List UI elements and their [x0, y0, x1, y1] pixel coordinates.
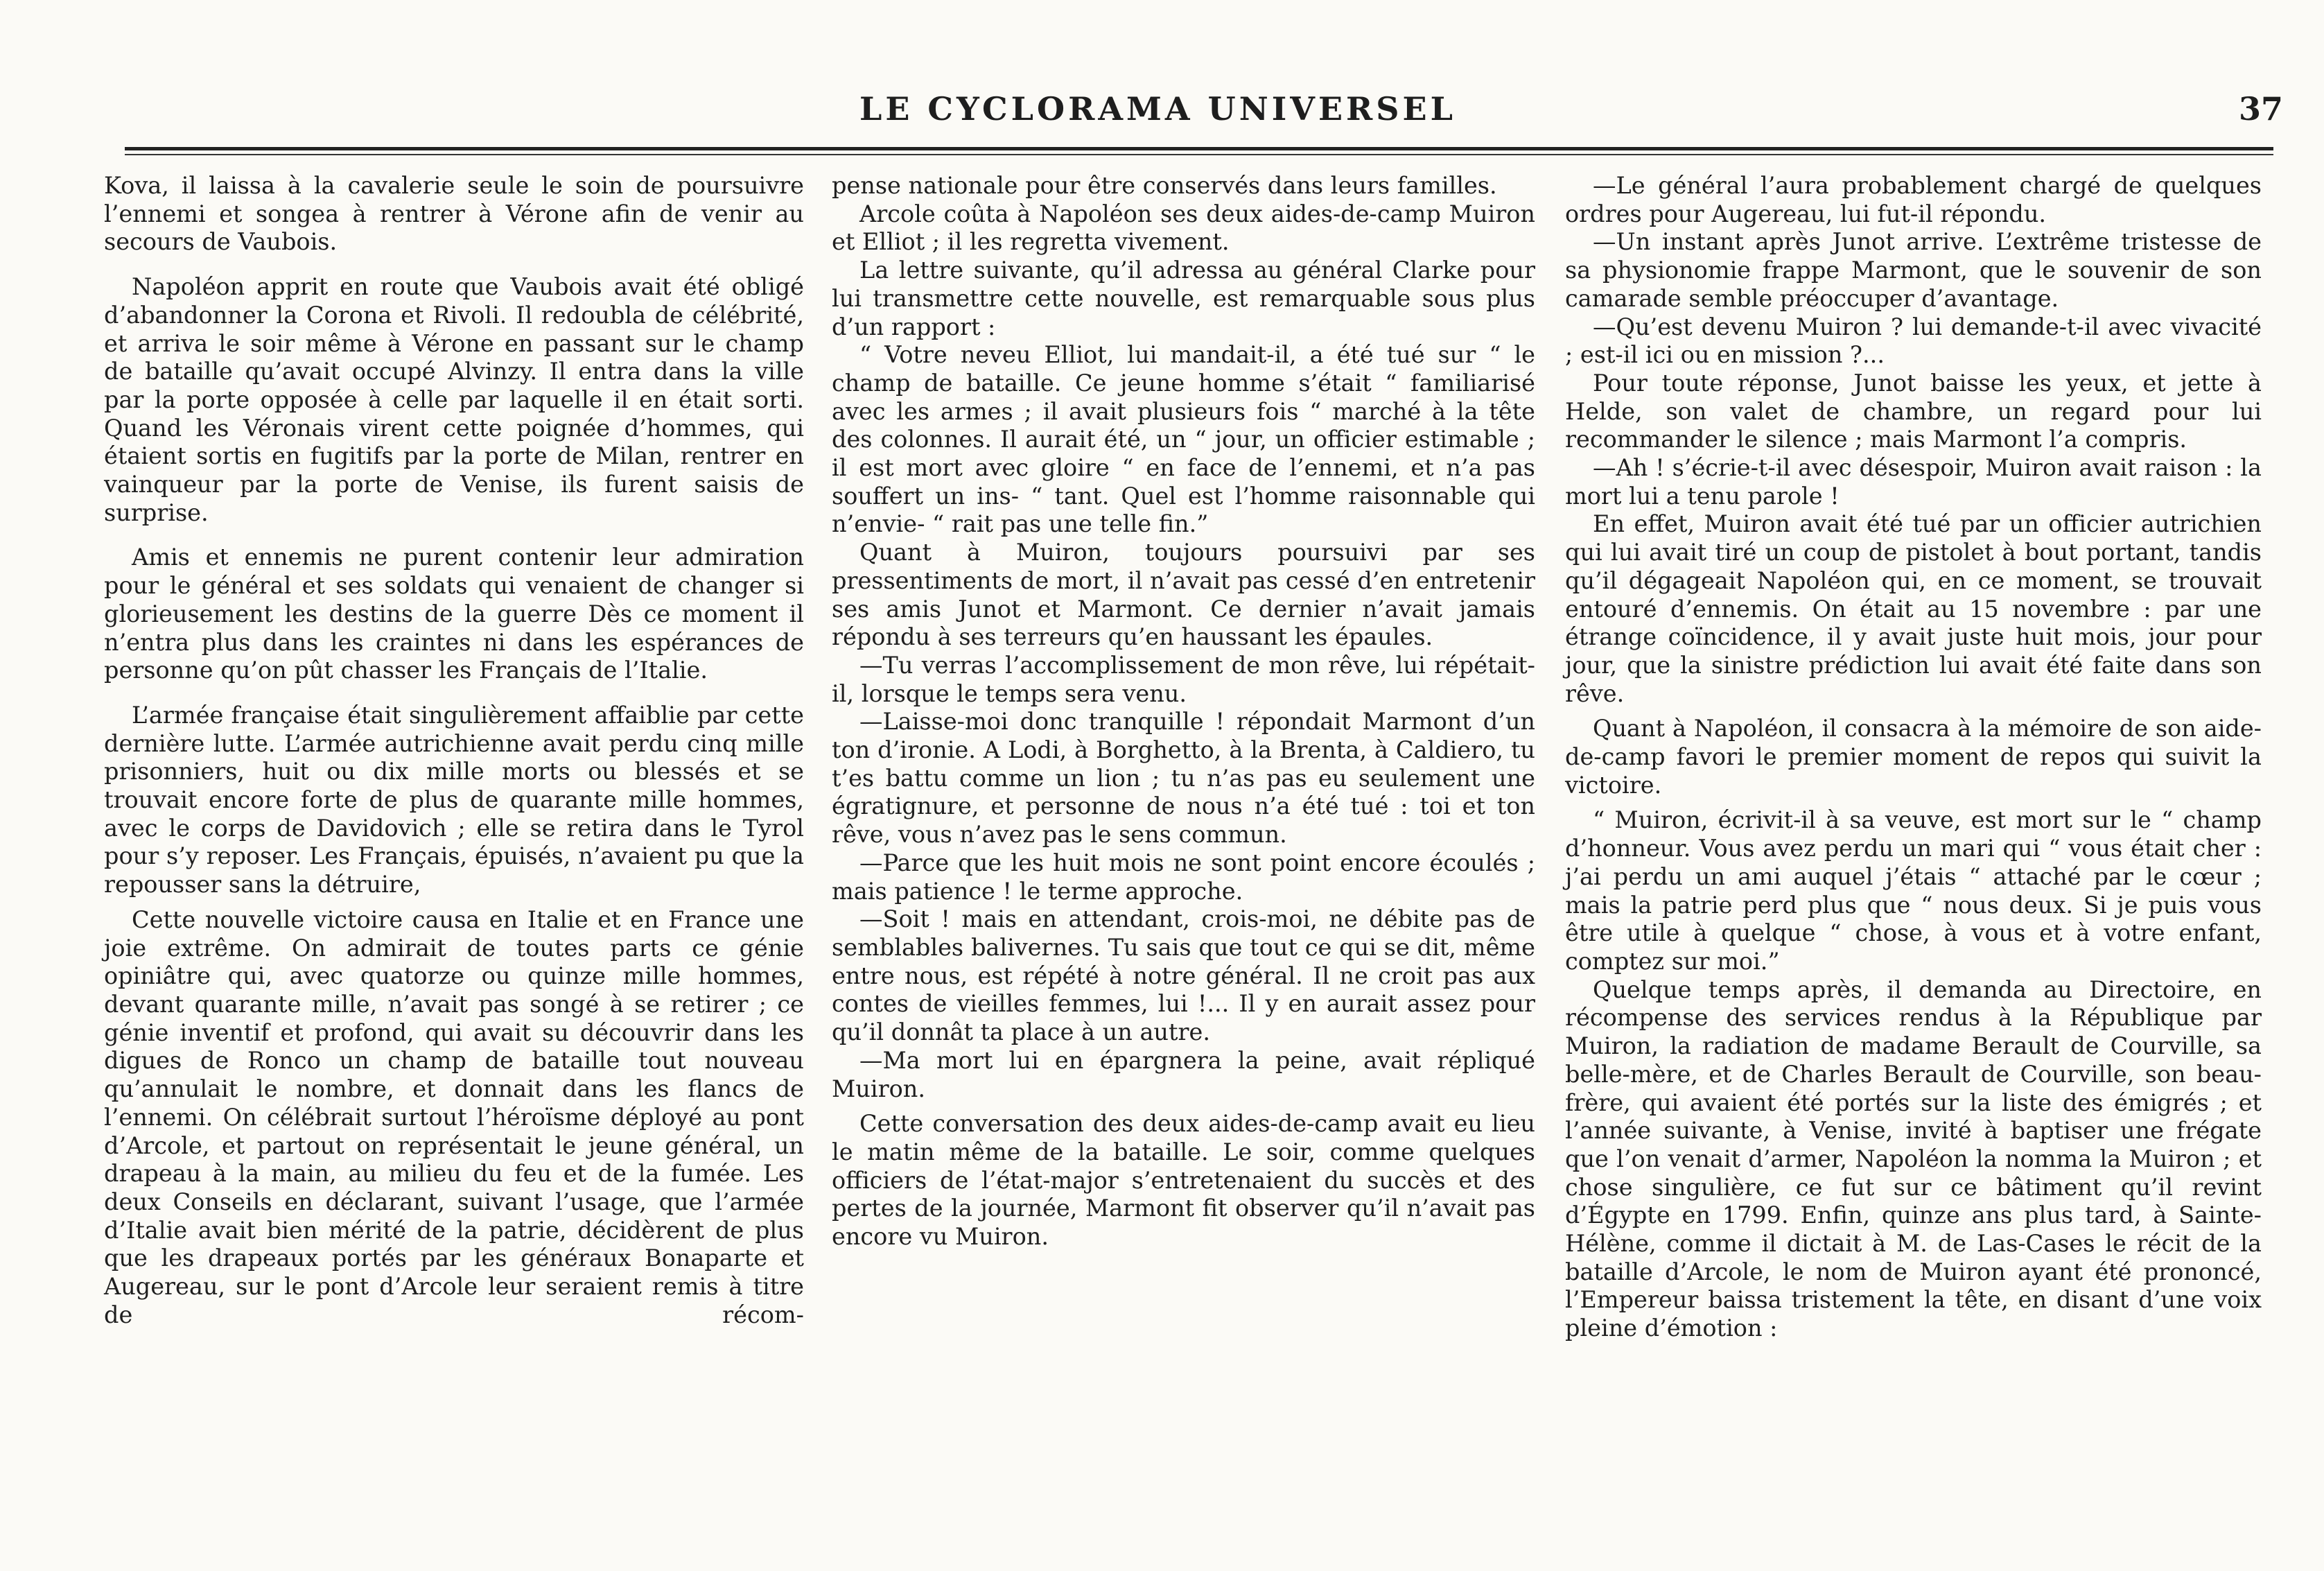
- text-column-3: [1565, 172, 2262, 1343]
- dialogue-line: —Laisse-moi donc tranquille ! répondait Marmont d’un ton d’ironie. A Lodi, à Borghetto, à la Brenta, à Caldiero, tu t’es battu comme un lion ; tu n’as pas eu seulement une égratignure, et personne de nous n’a été tué : toi et ton rêve, vous n’avez pas le sens commun.: [832, 708, 1535, 849]
- header-rule-thin: [125, 154, 2273, 155]
- paragraph: Quelque temps après, il demanda au Directoire, en récompense des services rendus à la République par Muiron, la radiation de madame Berault de Courville, sa belle-mère, et de Charles Berault de Courville, son beau-frère, qui avaient été portés sur la liste des émigrés ; et l’année suivante, à Venise, invité à baptiser une frégate que l’on venait d’armer, Napoléon la nomma la Muiron ; et chose singulière, ce fut sur ce bâtiment qu’il revint d’Égypte en 1799. Enfin, quinze ans plus tard, à Sainte-Hélène, comme il dictait à M. de Las-Cases le récit de la bataille d’Arcole, le nom de Muiron ayant été prononcé, l’Empereur baissa tristement la tête, en disant d’une voix pleine d’émotion :: [1565, 975, 2262, 1342]
- paragraph: L’armée française était singulièrement affaiblie par cette dernière lutte. L’armée autrichienne avait perdu cinq mille prisonniers, huit ou dix mille morts ou blessés et se trouvait encore forte de plus de quarante mille hommes, avec le corps de Davidovich ; elle se retira dans le Tyrol pour s’y reposer. Les Français, épuisés, n’avaient pu que la repousser sans la détruire,: [104, 701, 804, 899]
- paragraph: Quant à Muiron, toujours poursuivi par ses pressentiments de mort, il n’avait pas cessé d’en entretenir ses amis Junot et Marmont. Ce dernier n’avait jamais répondu à ses terreurs qu’en haussant les épaules.: [832, 539, 1535, 651]
- quoted-letter: “ Votre neveu Elliot, lui mandait-il, a été tué sur “ le champ de bataille. Ce jeune homme s’était “ familiarisé avec les armes ; il avait plusieurs fois “ marché à la tête des colonnes. Il aurait été, un “ jour, un officier estimable ; il est mort avec gloire “ en face de l’ennemi, et n’a pas souffert un ins- “ tant. Quel est l’homme raisonnable qui n’envie- “ rait pas une telle fin.”: [832, 341, 1535, 538]
- dialogue-line: —Le général l’aura probablement chargé de quelques ordres pour Augereau, lui fut-il répondu.: [1565, 172, 2262, 227]
- paragraph: Quant à Napoléon, il consacra à la mémoire de son aide-de-camp favori le premier moment de repos qui suivit la victoire.: [1565, 715, 2262, 799]
- header-rule-thick: [125, 147, 2273, 150]
- paragraph: Cette nouvelle victoire causa en Italie et en France une joie extrême. On admirait de toutes parts ce génie opiniâtre qui, avec quatorze ou quinze mille hommes, devant quarante mille, n’avait pas songé à se retirer ; ce génie inventif et profond, qui avait su découvrir dans les digues de Ronco un champ de bataille tout nouveau qu’annulait le nombre, et donnait dans les flancs de l’ennemi. On célébrait surtout l’héroïsme déployé au pont d’Arcole, et partout on représentait le jeune général, un drapeau à la main, au milieu du feu et de la fumée. Les deux Conseils en déclarant, suivant l’usage, que l’armée d’Italie avait bien mérité de la patrie, décidèrent de plus que les drapeaux portés par les généraux Bonaparte et Augereau, sur le pont d’Arcole leur seraient remis à titre de récom-: [104, 905, 804, 1328]
- paragraph: Kova, il laissa à la cavalerie seule le soin de poursuivre l’ennemi et songea à rentrer à Vérone afin de venir au secours de Vaubois.: [104, 172, 804, 256]
- paragraph: pense nationale pour être conservés dans leurs familles.: [832, 172, 1497, 199]
- dialogue-line: —Ah ! s’écrie-t-il avec désespoir, Muiron avait raison : la mort lui a tenu parole !: [1565, 454, 2262, 510]
- paragraph: Arcole coûta à Napoléon ses deux aides-de-camp Muiron et Elliot ; il les regretta vivement.: [832, 200, 1535, 256]
- text-column-2: [832, 172, 1535, 1251]
- paragraph: La lettre suivante, qu’il adressa au général Clarke pour lui transmettre cette nouvelle, est remarquable sous plus d’un rapport :: [832, 257, 1535, 340]
- dialogue-line: —Ma mort lui en épargnera la peine, avait répliqué Muiron.: [832, 1046, 1535, 1102]
- running-header-title: LE CYCLORAMA UNIVERSEL: [859, 90, 1456, 128]
- quoted-letter: “ Muiron, écrivit-il à sa veuve, est mort sur le “ champ d’honneur. Vous avez perdu un mari qui “ vous était cher : j’ai perdu un ami auquel j’étais “ attaché par le cœur ; mais la patrie perd plus que “ nous deux. Si je puis vous être utile à quelque “ chose, à vous et à votre enfant, comptez sur moi.”: [1565, 806, 2262, 975]
- dialogue-line: —Qu’est devenu Muiron ? lui demande-t-il avec vivacité ; est-il ici ou en mission ?...: [1565, 313, 2262, 369]
- dialogue-line: —Un instant après Junot arrive. L’extrême tristesse de sa physionomie frappe Marmont, que le souvenir de son camarade semble préoccuper d’avantage.: [1565, 228, 2262, 312]
- paragraph: En effet, Muiron avait été tué par un officier autrichien qui lui avait tiré un coup de pistolet à bout portant, tandis qu’il dégageait Napoléon qui, en ce moment, se trouvait entouré d’ennemis. On était au 15 novembre : par une étrange coïncidence, il y avait juste huit mois, jour pour jour, que la sinistre prédiction lui avait été faite dans son rêve.: [1565, 510, 2262, 707]
- text-column-1: [104, 172, 804, 1329]
- paragraph: Pour toute réponse, Junot baisse les yeux, et jette à Helde, son valet de chambre, un regard pour lui recommander le silence ; mais Marmont l’a compris.: [1565, 369, 2262, 453]
- dialogue-line: —Soit ! mais en attendant, crois-moi, ne débite pas de semblables balivernes. Tu sais que tout ce qui se dit, même entre nous, est répété à notre général. Il ne croit pas aux contes de vieilles femmes, lui !... Il y en aurait assez pour qu’il donnât ta place à un autre.: [832, 905, 1535, 1046]
- dialogue-line: —Tu verras l’accomplissement de mon rêve, lui répétait-il, lorsque le temps sera venu.: [832, 651, 1535, 707]
- paragraph: Amis et ennemis ne purent contenir leur admiration pour le général et ses soldats qui venaient de changer si glorieusement les destins de la guerre Dès ce moment il n’entra plus dans les craintes ni dans les espérances de personne qu’on pût chasser les Français de l’Italie.: [104, 544, 804, 684]
- paragraph: Napoléon apprit en route que Vaubois avait été obligé d’abandonner la Corona et Rivoli. Il redoubla de célébrité, et arriva le soir même à Vérone en passant sur le champ de bataille qu’avait occupé Alvinzy. Il entra dans la ville par la porte opposée à celle par laquelle il en était sorti. Quand les Véronais virent cette poignée d’hommes, qui étaient sortis en fugitifs par la porte de Milan, rentrer en vainqueur par la porte de Venise, ils furent saisis de surprise.: [104, 273, 804, 526]
- page-number: 37: [2239, 90, 2284, 128]
- dialogue-line: —Parce que les huit mois ne sont point encore écoulés ; mais patience ! le terme approche.: [832, 849, 1535, 905]
- paragraph: Cette conversation des deux aides-de-camp avait eu lieu le matin même de la bataille. Le soir, comme quelques officiers de l’état-major s’entretenaient du succès et des pertes de la journée, Marmont fit observer qu’il n’avait pas encore vu Muiron.: [832, 1110, 1535, 1251]
